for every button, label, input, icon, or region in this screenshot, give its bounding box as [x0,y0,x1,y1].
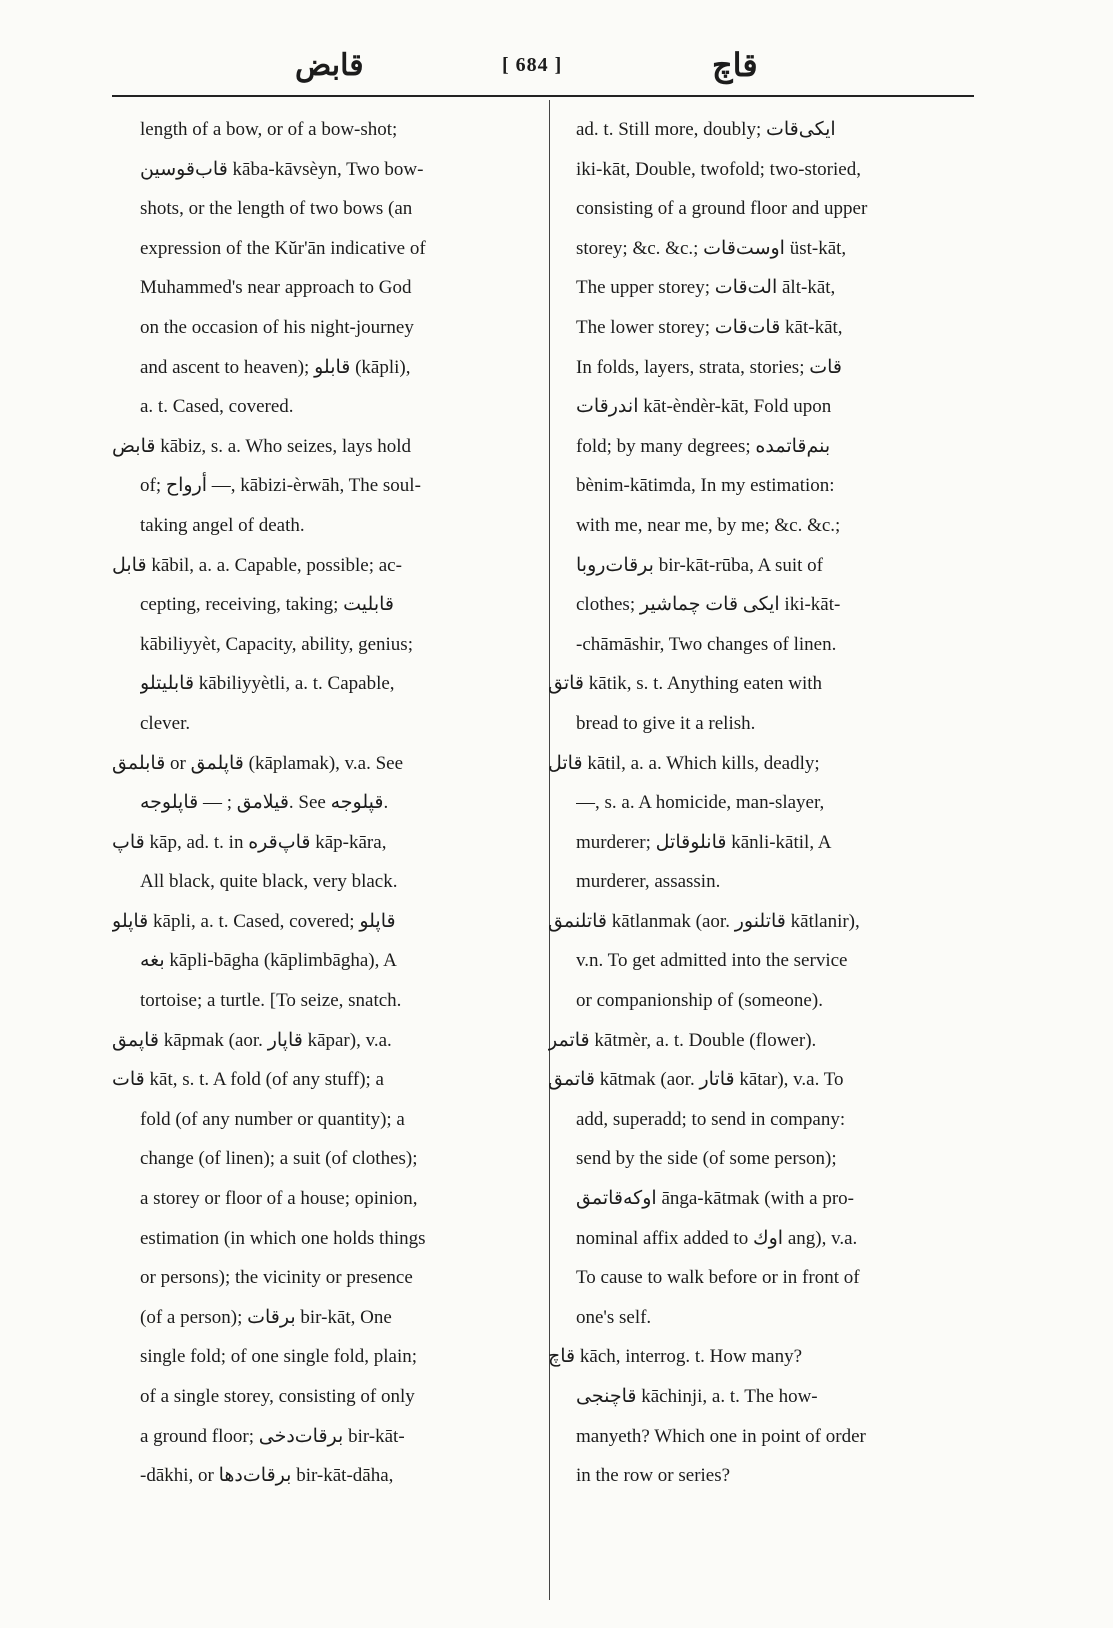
text-line: change (of linen); a suit (of clothes); [140,1148,418,1170]
text-line: قابلمق or قاپلمق (kāplamak), v.a. See [112,752,404,774]
text-line: قات kāt, s. t. A fold (of any stuff); a [112,1069,384,1091]
text-line: add, superadd; to send in company: [576,1108,846,1130]
text-line: with me, near me, by me; &c. &c.; [576,514,841,536]
text-line: bread to give it a relish. [576,712,756,734]
text-line: or persons); the vicinity or presence [140,1267,413,1289]
text-line: قابل kābil, a. a. Capable, possible; ac- [112,554,402,576]
text-line: اندرقات kāt-èndèr-kāt, Fold upon [576,396,832,418]
text-line: برقات‌روبا bir-kāt-rūba, A suit of [576,554,823,576]
page-header [112,40,972,90]
text-line: قاپلو kāpli, a. t. Cased, covered; قاپلو [112,910,396,932]
text-line: قاب‌قوسین kāba-kāvsèyn, Two bow- [140,158,424,180]
text-line: consisting of a ground floor and upper [576,198,868,220]
text-line: (of a person); برقات bir-kāt, One [140,1306,392,1328]
text-line: send by the side (of some person); [576,1148,837,1170]
text-line: قابلیتلو kābiliyyètli, a. t. Capable, [140,673,395,695]
text-line: nominal affix added to اوك ang), v.a. [576,1227,858,1249]
text-line: —, s. a. A homicide, man-slayer, [576,792,825,814]
text-line: manyeth? Which one in point of order [576,1425,866,1447]
text-line: v.n. To get admitted into the service [576,950,848,972]
text-line: قاتلنمق kātlanmak (aor. قاتلنور kātlanir), [548,910,860,932]
text-line: a ground floor; برقات‌دخی bir-kāt- [140,1425,405,1447]
text-line: fold; by many degrees; بنم‌قاتمده [576,435,831,457]
text-line: clever. [140,712,191,734]
text-line: a storey or floor of a house; opinion, [140,1188,418,1210]
text-line: ad. t. Still more, doubly; ایکی‌قات [576,119,836,140]
text-line: clothes; ایکی قات چماشیر iki-kāt- [576,594,841,616]
text-line: kābiliyyèt, Capacity, ability, genius; [140,633,413,655]
text-line: murderer, assassin. [576,871,721,893]
text-line: قاتق kātik, s. t. Anything eaten with [548,673,823,695]
text-line: taking angel of death. [140,514,305,536]
right-column [548,110,958,1496]
text-line: bènim-kātimda, In my estimation: [576,475,835,497]
text-line: of; أرواح —, kābizi-èrwāh, The soul- [140,475,421,497]
text-line: and ascent to heaven); قابلو (kāpli), [140,356,411,378]
text-line: or companionship of (someone). [576,990,823,1012]
text-line: shots, or the length of two bows (an [140,198,413,220]
text-line: قاچنجی kāchinji, a. t. The how- [576,1386,818,1407]
text-line: بغه kāpli-bāgha (kāplimbāgha), A [140,950,397,972]
header-rule [112,95,974,97]
text-line: قابض kābiz, s. a. Who seizes, lays hold [112,435,412,457]
text-line: storey; &c. &c.; اوست‌قات üst-kāt, [576,237,847,259]
text-line: estimation (in which one holds things [140,1227,426,1249]
text-line: cepting, receiving, taking; قابلیت [140,594,394,616]
text-line: قاتمر kātmèr, a. t. Double (flower). [548,1029,817,1051]
text-line: of a single storey, consisting of only [140,1386,415,1407]
left-headword: قابض [295,48,364,83]
text-line: The upper storey; الت‌قات ālt-kāt, [576,277,836,299]
text-line: Muhammed's near approach to God [140,277,412,299]
text-line: All black, quite black, very black. [140,871,398,893]
text-line: قاتل kātil, a. a. Which kills, deadly; [548,752,820,774]
text-line: -chāmāshir, Two changes of linen. [576,633,837,655]
text-line: length of a bow, or of a bow-shot; [140,119,398,140]
text-line: To cause to walk before or in front of [576,1267,860,1289]
text-line: -dākhi, or برقات‌دها bir-kāt-dāha, [140,1465,394,1487]
left-column [112,110,522,1496]
page-number: [ 684 ] [502,54,563,76]
text-line: قیلامق ; — قاپلوجه. See قپلوجه. [140,792,389,814]
text-line: fold (of any number or quantity); a [140,1108,405,1130]
text-line: murderer; قانلوقاتل kānli-kātil, A [576,831,832,853]
text-line: one's self. [576,1306,652,1328]
right-headword: قاچ [712,46,758,84]
text-line: iki-kāt, Double, twofold; two-storied, [576,158,861,180]
text-line: a. t. Cased, covered. [140,396,294,418]
text-line: in the row or series? [576,1465,731,1487]
text-line: on the occasion of his night-journey [140,316,414,338]
text-line: single fold; of one single fold, plain; [140,1346,418,1368]
text-line: The lower storey; قات‌قات kāt-kāt, [576,316,843,338]
text-line: قاتمق kātmak (aor. قاتار kātar), v.a. To [548,1069,844,1091]
text-line: In folds, layers, strata, stories; قات [576,356,842,378]
text-line: قاپ kāp, ad. t. in قاپ‌قره kāp-kāra, [112,831,387,853]
text-line: expression of the Kŭr'ān indicative of [140,237,426,259]
text-line: اوکه‌قاتمق ānga-kātmak (with a pro- [576,1188,854,1210]
text-line: قاپمق kāpmak (aor. قاپار kāpar), v.a. [112,1029,392,1051]
text-line: قاچ kāch, interrog. t. How many? [548,1346,803,1368]
text-line: tortoise; a turtle. [To seize, snatch. [140,990,402,1012]
